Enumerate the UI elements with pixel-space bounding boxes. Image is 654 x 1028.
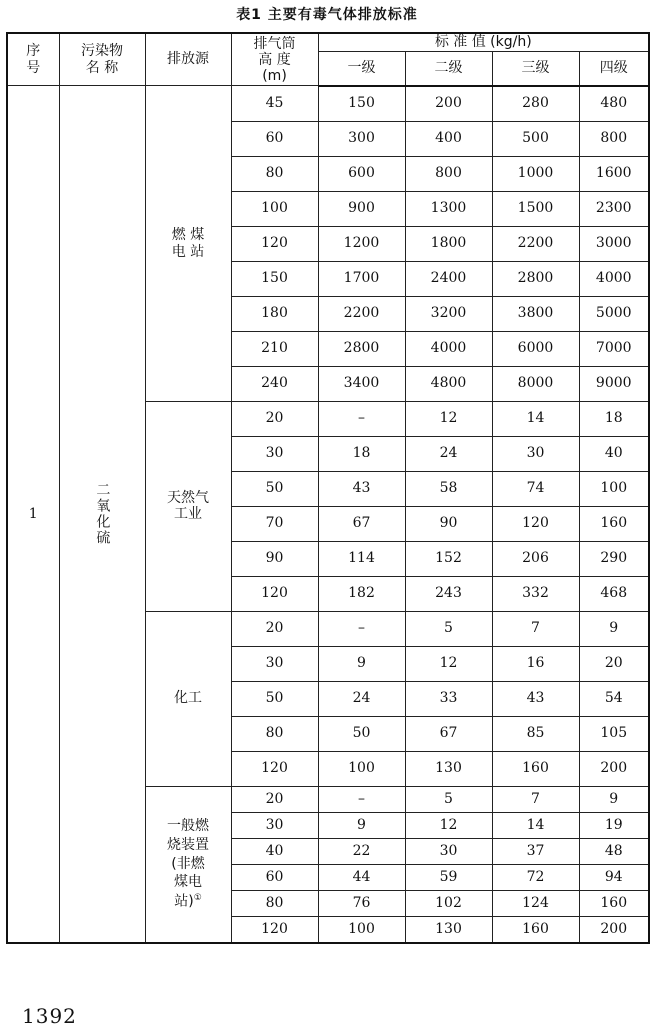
standard-value-cell: 332 <box>492 576 579 611</box>
stack-height-cell: 50 <box>231 471 318 506</box>
standard-value-cell: 2400 <box>405 261 492 296</box>
standard-value-cell: 33 <box>405 681 492 716</box>
standard-value-cell: 9 <box>579 611 649 646</box>
pollutant-cell <box>59 86 145 943</box>
stack-height-cell: 20 <box>231 401 318 436</box>
source-label: 天然气 工业 <box>167 489 209 523</box>
stack-height-cell: 30 <box>231 646 318 681</box>
header-level-1: 一级 <box>318 51 405 86</box>
standard-value-cell: 12 <box>405 401 492 436</box>
standard-value-cell: 43 <box>492 681 579 716</box>
standard-value-cell: 48 <box>579 838 649 864</box>
standard-value-cell: 105 <box>579 716 649 751</box>
standard-value-cell: 9 <box>579 786 649 812</box>
stack-height-cell: 60 <box>231 864 318 890</box>
standard-value-cell: 9 <box>318 646 405 681</box>
header-level-2: 二级 <box>405 51 492 86</box>
source-label: 化工 <box>174 690 202 707</box>
standard-value-cell: 5 <box>405 611 492 646</box>
header-seq <box>7 33 59 86</box>
standard-value-cell: 100 <box>579 471 649 506</box>
standard-value-cell: 5 <box>405 786 492 812</box>
standard-value-cell: 500 <box>492 121 579 156</box>
header-source-text: 排放源 <box>167 51 209 68</box>
standard-value-cell: 900 <box>318 191 405 226</box>
standard-value-cell: 124 <box>492 890 579 916</box>
standard-value-cell: 1700 <box>318 261 405 296</box>
standard-value-cell: 9000 <box>579 366 649 401</box>
standard-value-cell: 1300 <box>405 191 492 226</box>
stack-height-cell: 70 <box>231 506 318 541</box>
header-seq-text: 序 号 <box>26 42 41 76</box>
standard-value-cell: 16 <box>492 646 579 681</box>
standard-value-cell: 67 <box>405 716 492 751</box>
standard-value-cell: 152 <box>405 541 492 576</box>
table-title: 表1 主要有毒气体排放标准 <box>236 7 418 23</box>
standard-value-cell: 468 <box>579 576 649 611</box>
header-level-3: 三级 <box>492 51 579 86</box>
standard-value-cell: 12 <box>405 812 492 838</box>
header-pollutant <box>59 33 145 86</box>
stack-height-cell: 120 <box>231 226 318 261</box>
standard-value-cell: 20 <box>579 646 649 681</box>
standard-value-cell: 1500 <box>492 191 579 226</box>
standard-value-cell: 600 <box>318 156 405 191</box>
standard-value-cell: 14 <box>492 401 579 436</box>
standard-value-cell: 85 <box>492 716 579 751</box>
standard-value-cell: 19 <box>579 812 649 838</box>
standard-value-cell: 300 <box>318 121 405 156</box>
standard-value-cell: 100 <box>318 751 405 786</box>
stack-height-cell: 80 <box>231 890 318 916</box>
standard-value-cell: 280 <box>492 86 579 122</box>
standard-value-cell: 9 <box>318 812 405 838</box>
standard-value-cell: 182 <box>318 576 405 611</box>
standard-value-cell: – <box>318 401 405 436</box>
standard-value-cell: 2800 <box>492 261 579 296</box>
table-row <box>7 86 649 122</box>
standard-value-cell: 200 <box>405 86 492 122</box>
stack-height-cell: 80 <box>231 156 318 191</box>
standard-value-cell: 40 <box>579 436 649 471</box>
standard-value-cell: 1200 <box>318 226 405 261</box>
standard-value-cell: 6000 <box>492 331 579 366</box>
standard-value-cell: 94 <box>579 864 649 890</box>
standard-value-cell: 1600 <box>579 156 649 191</box>
standard-value-cell: 130 <box>405 916 492 943</box>
standard-value-cell: 160 <box>492 916 579 943</box>
pollutant-name: 二氧化硫 <box>94 482 111 547</box>
stack-height-cell: 50 <box>231 681 318 716</box>
standard-value-cell: 4000 <box>405 331 492 366</box>
standard-value-cell: 58 <box>405 471 492 506</box>
standard-value-cell: 3400 <box>318 366 405 401</box>
header-level-4: 四级 <box>579 51 649 86</box>
standard-value-cell: 2200 <box>492 226 579 261</box>
header-source <box>145 33 231 86</box>
standard-value-cell: – <box>318 611 405 646</box>
standard-value-cell: 2300 <box>579 191 649 226</box>
standard-value-cell: 400 <box>405 121 492 156</box>
stack-height-cell: 180 <box>231 296 318 331</box>
standard-value-cell: 30 <box>492 436 579 471</box>
standard-value-cell: 1000 <box>492 156 579 191</box>
stack-height-cell: 120 <box>231 916 318 943</box>
standard-value-cell: 76 <box>318 890 405 916</box>
stack-height-cell: 100 <box>231 191 318 226</box>
standard-value-cell: 14 <box>492 812 579 838</box>
standard-value-cell: 8000 <box>492 366 579 401</box>
standard-value-cell: 3000 <box>579 226 649 261</box>
standard-value-cell: 200 <box>579 916 649 943</box>
header-pollutant-text: 污染物 名 称 <box>81 42 123 76</box>
stack-height-cell: 45 <box>231 86 318 122</box>
seq-cell: 1 <box>7 86 59 943</box>
header-standard <box>318 33 649 51</box>
standard-value-cell: 480 <box>579 86 649 122</box>
emission-standard-table <box>6 32 650 944</box>
source-cell <box>145 611 231 786</box>
stack-height-cell: 120 <box>231 576 318 611</box>
standard-value-cell: 130 <box>405 751 492 786</box>
standard-value-cell: 206 <box>492 541 579 576</box>
standard-value-cell: 4000 <box>579 261 649 296</box>
standard-value-cell: 100 <box>318 916 405 943</box>
standard-value-cell: 243 <box>405 576 492 611</box>
standard-value-cell: 22 <box>318 838 405 864</box>
standard-value-cell: 800 <box>579 121 649 156</box>
standard-value-cell: 44 <box>318 864 405 890</box>
standard-value-cell: 72 <box>492 864 579 890</box>
standard-value-cell: 150 <box>318 86 405 122</box>
standard-value-cell: 800 <box>405 156 492 191</box>
standard-value-cell: 74 <box>492 471 579 506</box>
source-label: 燃 煤 电 站 <box>171 226 205 260</box>
standard-value-cell: – <box>318 786 405 812</box>
standard-value-cell: 200 <box>579 751 649 786</box>
stack-height-cell: 120 <box>231 751 318 786</box>
stack-height-cell: 60 <box>231 121 318 156</box>
stack-height-cell: 30 <box>231 812 318 838</box>
standard-value-cell: 4800 <box>405 366 492 401</box>
standard-value-cell: 160 <box>579 506 649 541</box>
header-height <box>231 33 318 86</box>
stack-height-cell: 30 <box>231 436 318 471</box>
stack-height-cell: 80 <box>231 716 318 751</box>
standard-value-cell: 7000 <box>579 331 649 366</box>
standard-value-cell: 43 <box>318 471 405 506</box>
page-number: 1392 <box>22 1004 77 1028</box>
source-label: 一般燃 烧装置 (非燃 煤电 站)① <box>167 817 209 910</box>
standard-value-cell: 24 <box>318 681 405 716</box>
stack-height-cell: 40 <box>231 838 318 864</box>
standard-value-cell: 5000 <box>579 296 649 331</box>
source-footnote-mark: ① <box>193 893 202 904</box>
standard-value-cell: 290 <box>579 541 649 576</box>
standard-value-cell: 7 <box>492 786 579 812</box>
stack-height-cell: 90 <box>231 541 318 576</box>
standard-value-cell: 3200 <box>405 296 492 331</box>
standard-value-cell: 160 <box>492 751 579 786</box>
source-cell <box>145 401 231 611</box>
standard-value-cell: 67 <box>318 506 405 541</box>
standard-value-cell: 90 <box>405 506 492 541</box>
standard-value-cell: 120 <box>492 506 579 541</box>
source-cell <box>145 86 231 402</box>
standard-value-cell: 18 <box>318 436 405 471</box>
standard-value-cell: 160 <box>579 890 649 916</box>
standard-value-cell: 24 <box>405 436 492 471</box>
standard-value-cell: 50 <box>318 716 405 751</box>
stack-height-cell: 20 <box>231 611 318 646</box>
standard-value-cell: 18 <box>579 401 649 436</box>
standard-value-cell: 7 <box>492 611 579 646</box>
standard-value-cell: 2200 <box>318 296 405 331</box>
stack-height-cell: 20 <box>231 786 318 812</box>
stack-height-cell: 210 <box>231 331 318 366</box>
standard-value-cell: 12 <box>405 646 492 681</box>
standard-value-cell: 54 <box>579 681 649 716</box>
standard-value-cell: 1800 <box>405 226 492 261</box>
standard-value-cell: 2800 <box>318 331 405 366</box>
standard-value-cell: 59 <box>405 864 492 890</box>
source-cell <box>145 786 231 943</box>
stack-height-cell: 240 <box>231 366 318 401</box>
standard-value-cell: 114 <box>318 541 405 576</box>
standard-value-cell: 37 <box>492 838 579 864</box>
standard-value-cell: 3800 <box>492 296 579 331</box>
standard-value-cell: 30 <box>405 838 492 864</box>
header-standard-text: 标 准 值 (kg/h) <box>434 34 532 50</box>
header-height-text: 排气筒 高 度 (m) <box>253 35 296 84</box>
stack-height-cell: 150 <box>231 261 318 296</box>
standard-value-cell: 102 <box>405 890 492 916</box>
